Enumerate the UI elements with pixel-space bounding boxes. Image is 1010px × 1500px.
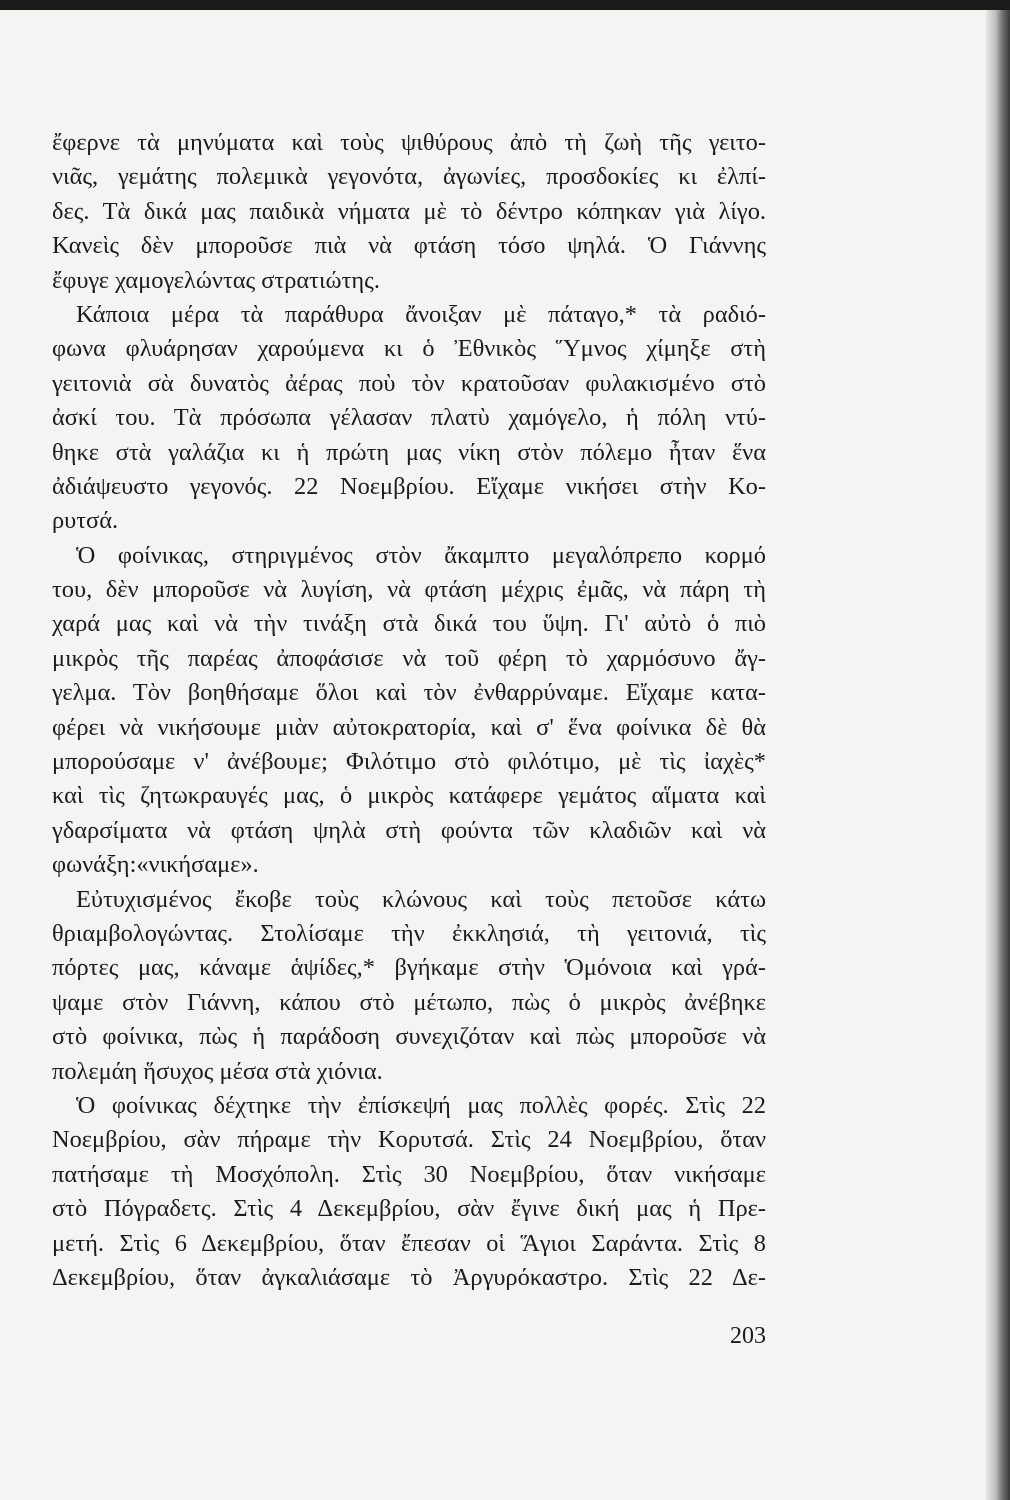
text-line: στὸ Πόγραδετς. Στὶς 4 Δεκεμβρίου, σὰν ἔγινε δική μας ἡ Πρε- [52,1195,766,1223]
text-line: φωνάξη:«νικήσαμε». [52,851,259,879]
text-line: μπορούσαμε ν' ἀνέβουμε; Φιλότιμο στὸ φιλότιμο, μὲ τὶς ἰαχὲς* [52,748,766,776]
text-line: Δεκεμβρίου, ὅταν ἀγκαλιάσαμε τὸ Ἀργυρόκαστρο. Στὶς 22 Δε- [52,1263,766,1291]
text-line: θριαμβολογώντας. Στολίσαμε τὴν ἐκκλησιά, τὴ γειτονιά, τὶς [52,919,766,947]
text-line: Νοεμβρίου, σὰν πήραμε τὴν Κορυτσά. Στὶς 24 Νοεμβρίου, ὅταν [52,1126,766,1154]
text-line: δες. Τὰ δικά μας παιδικὰ νήματα μὲ τὸ δέντρο κόπηκαν γιὰ λίγο. [52,197,766,225]
text-line: γελμα. Τὸν βοηθήσαμε ὅλοι καὶ τὸν ἐνθαρρύναμε. Εἴχαμε κατα- [52,679,766,707]
text-line: του, δὲν μποροῦσε νὰ λυγίση, νὰ φτάση μέχρις ἐμᾶς, νὰ πάρη τὴ [52,576,766,604]
text-line: πατήσαμε τὴ Μοσχόπολη. Στὶς 30 Νοεμβρίου, ὅταν νικήσαμε [52,1160,766,1188]
text-line: νιᾶς, γεμάτης πολεμικὰ γεγονότα, ἀγωνίες, προσδοκίες κι ἐλπί- [52,163,766,191]
page-fold-shadow [986,10,1010,1500]
text-line: στὸ φοίνικα, πὼς ἡ παράδοση συνεχιζόταν καὶ πὼς μποροῦσε νὰ [52,1023,766,1051]
text-line: γδαρσίματα νὰ φτάση ψηλὰ στὴ φούντα τῶν κλαδιῶν καὶ νὰ [52,816,766,844]
text-line: ἔφερνε τὰ μηνύματα καὶ τοὺς ψιθύρους ἀπὸ τὴ ζωὴ τῆς γειτο- [52,129,766,156]
text-line: Ὁ φοίνικας δέχτηκε τὴν ἐπίσκεψή μας πολλὲς φορές. Στὶς 22 [76,1091,766,1119]
text-line: μετή. Στὶς 6 Δεκεμβρίου, ὅταν ἔπεσαν οἱ Ἅγιοι Σαράντα. Στὶς 8 [52,1229,766,1257]
page-number: 203 [730,1323,766,1349]
text-line: Εὐτυχισμένος ἔκοβε τοὺς κλώνους καὶ τοὺς πετοῦσε κάτω [76,885,766,913]
text-line: χαρά μας καὶ νὰ τὴν τινάξη στὰ δικά του ὕψη. Γι' αὐτὸ ὁ πιὸ [52,610,766,638]
body-text [52,126,766,1295]
text-line: Κάποια μέρα τὰ παράθυρα ἄνοιξαν μὲ πάταγο,* τὰ ραδιό- [76,300,766,328]
text-line: ρυτσά. [52,507,119,535]
text-line: ἀδιάψευστο γεγονός. 22 Νοεμβρίου. Εἴχαμε νικήσει στὴν Κο- [52,472,766,500]
text-line: ψαμε στὸν Γιάννη, κάπου στὸ μέτωπο, πὼς ὁ μικρὸς ἀνέβηκε [52,988,766,1016]
text-line: ἔφυγε χαμογελώντας στρατιώτης. [52,266,380,294]
text-line: θηκε στὰ γαλάζια κι ἡ πρώτη μας νίκη στὸν πόλεμο ἦταν ἕνα [52,438,766,466]
text-line: Ὁ φοίνικας, στηριγμένος στὸν ἄκαμπτο μεγαλόπρεπο κορμό [76,541,766,569]
text-line: γειτονιὰ σὰ δυνατὸς ἀέρας ποὺ τὸν κρατοῦσαν φυλακισμένο στὸ [52,369,766,397]
text-line: φέρει νὰ νικήσουμε μιὰν αὐτοκρατορία, καὶ σ' ἕνα φοίνικα δὲ θὰ [52,713,766,741]
text-line: πόρτες μας, κάναμε ἁψίδες,* βγήκαμε στὴν Ὁμόνοια καὶ γρά- [52,954,766,982]
text-line: μικρὸς τῆς παρέας ἀποφάσισε νὰ τοῦ φέρη τὸ χαρμόσυνο ἄγ- [52,644,766,672]
text-line: ἀσκί του. Τὰ πρόσωπα γέλασαν πλατὺ χαμόγελο, ἡ πόλη ντύ- [52,404,766,432]
text-line: πολεμάη ἥσυχος μέσα στὰ χιόνια. [52,1057,383,1085]
text-line: Κανεὶς δὲν μποροῦσε πιὰ νὰ φτάση τόσο ψηλά. Ὁ Γιάννης [52,232,766,260]
text-line: καὶ τὶς ζητωκραυγές μας, ὁ μικρὸς κατάφερε γεμάτος αἵματα καὶ [52,782,766,810]
text-line: φωνα φλυάρησαν χαρούμενα κι ὁ Ἐθνικὸς Ὕμνος χίμηξε στὴ [52,335,766,363]
